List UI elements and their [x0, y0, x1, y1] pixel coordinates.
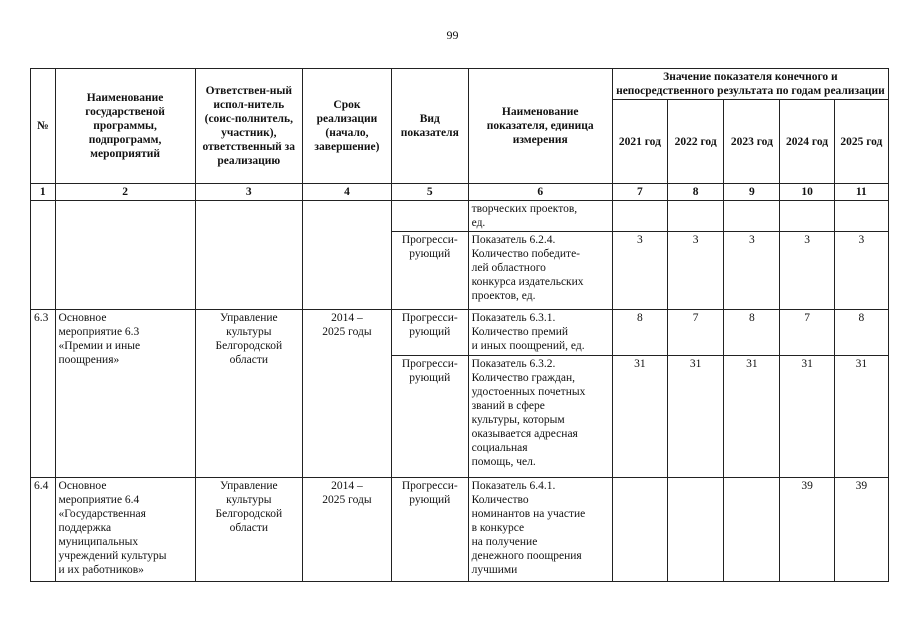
row-value: 7 — [780, 310, 834, 356]
row-executor-cell — [195, 201, 302, 310]
row-type: Прогресси- рующий — [391, 356, 468, 478]
row-value — [668, 478, 724, 582]
column-number: 11 — [834, 184, 888, 201]
row-value — [724, 478, 780, 582]
row-name: Основное мероприятие 6.4 «Государственная поддержка муниципальных учреждений культуры и их работников» — [55, 478, 195, 582]
column-number: 5 — [391, 184, 468, 201]
row-value — [668, 201, 724, 232]
row-period: 2014 – 2025 годы — [302, 310, 391, 478]
column-number: 3 — [195, 184, 302, 201]
column-number: 6 — [468, 184, 612, 201]
row-value — [612, 478, 667, 582]
row-executor: Управление культуры Белгородской области — [195, 478, 302, 582]
row-type-cell — [391, 201, 468, 232]
row-type: Прогресси- рующий — [391, 232, 468, 310]
row-executor: Управление культуры Белгородской области — [195, 310, 302, 478]
row-name-cell — [55, 201, 195, 310]
column-number: 8 — [668, 184, 724, 201]
header-year: 2023 год — [724, 100, 780, 184]
row-value: 3 — [612, 232, 667, 310]
row-value — [834, 201, 888, 232]
row-indicator: Показатель 6.3.2. Количество граждан, удостоенных почетных званий в сфере культуры, которым оказывается адресная социальная помощь, чел. — [468, 356, 612, 478]
row-type: Прогресси- рующий — [391, 310, 468, 356]
header-program-name: Наименование государственой программы, подпрограмм, мероприятий — [55, 69, 195, 184]
row-indicator: Показатель 6.2.4. Количество победите- лей областного конкурса издательских проектов, ед. — [468, 232, 612, 310]
row-value: 39 — [780, 478, 834, 582]
row-indicator: Показатель 6.3.1. Количество премий и иных поощрений, ед. — [468, 310, 612, 356]
header-period: Срок реализации (начало, завершение) — [302, 69, 391, 184]
row-value: 3 — [668, 232, 724, 310]
row-value: 31 — [612, 356, 667, 478]
header-indicator-name: Наименование показателя, единица измерения — [468, 69, 612, 184]
row-value: 31 — [834, 356, 888, 478]
header-indicator-type: Вид показателя — [391, 69, 468, 184]
row-value — [780, 201, 834, 232]
header-year: 2025 год — [834, 100, 888, 184]
row-number-cell — [31, 201, 56, 310]
table-row — [31, 201, 889, 232]
header-values-group: Значение показателя конечного и непосредственного результата по годам реализации — [612, 69, 888, 100]
row-indicator: творческих проектов, ед. — [468, 201, 612, 232]
column-number: 7 — [612, 184, 667, 201]
row-value: 8 — [724, 310, 780, 356]
indicators-table — [30, 68, 889, 582]
column-number: 10 — [780, 184, 834, 201]
header-year: 2024 год — [780, 100, 834, 184]
row-value: 7 — [668, 310, 724, 356]
header-year: 2022 год — [668, 100, 724, 184]
header-year: 2021 год — [612, 100, 667, 184]
page-number: 99 — [446, 28, 459, 42]
row-period: 2014 – 2025 годы — [302, 478, 391, 582]
header-number: № — [31, 69, 56, 184]
row-number: 6.4 — [31, 478, 56, 582]
row-value: 31 — [668, 356, 724, 478]
table-row — [31, 478, 889, 582]
column-number: 9 — [724, 184, 780, 201]
row-value: 8 — [612, 310, 667, 356]
column-number: 2 — [55, 184, 195, 201]
header-executor: Ответствен-ный испол-нитель (соис-полнитель, участник), ответственный за реализацию — [195, 69, 302, 184]
row-value — [612, 201, 667, 232]
row-value: 3 — [780, 232, 834, 310]
row-value: 31 — [724, 356, 780, 478]
row-indicator: Показатель 6.4.1. Количество номинантов на участие в конкурсе на получение денежного поощрения лучшими — [468, 478, 612, 582]
row-value: 3 — [834, 232, 888, 310]
row-value: 39 — [834, 478, 888, 582]
row-value — [724, 201, 780, 232]
row-value: 8 — [834, 310, 888, 356]
row-number: 6.3 — [31, 310, 56, 478]
row-name: Основное мероприятие 6.3 «Премии и иные поощрения» — [55, 310, 195, 478]
table-row — [31, 310, 889, 356]
column-number: 1 — [31, 184, 56, 201]
row-type: Прогресси- рующий — [391, 478, 468, 582]
column-number: 4 — [302, 184, 391, 201]
row-value: 31 — [780, 356, 834, 478]
row-period-cell — [302, 201, 391, 310]
row-value: 3 — [724, 232, 780, 310]
